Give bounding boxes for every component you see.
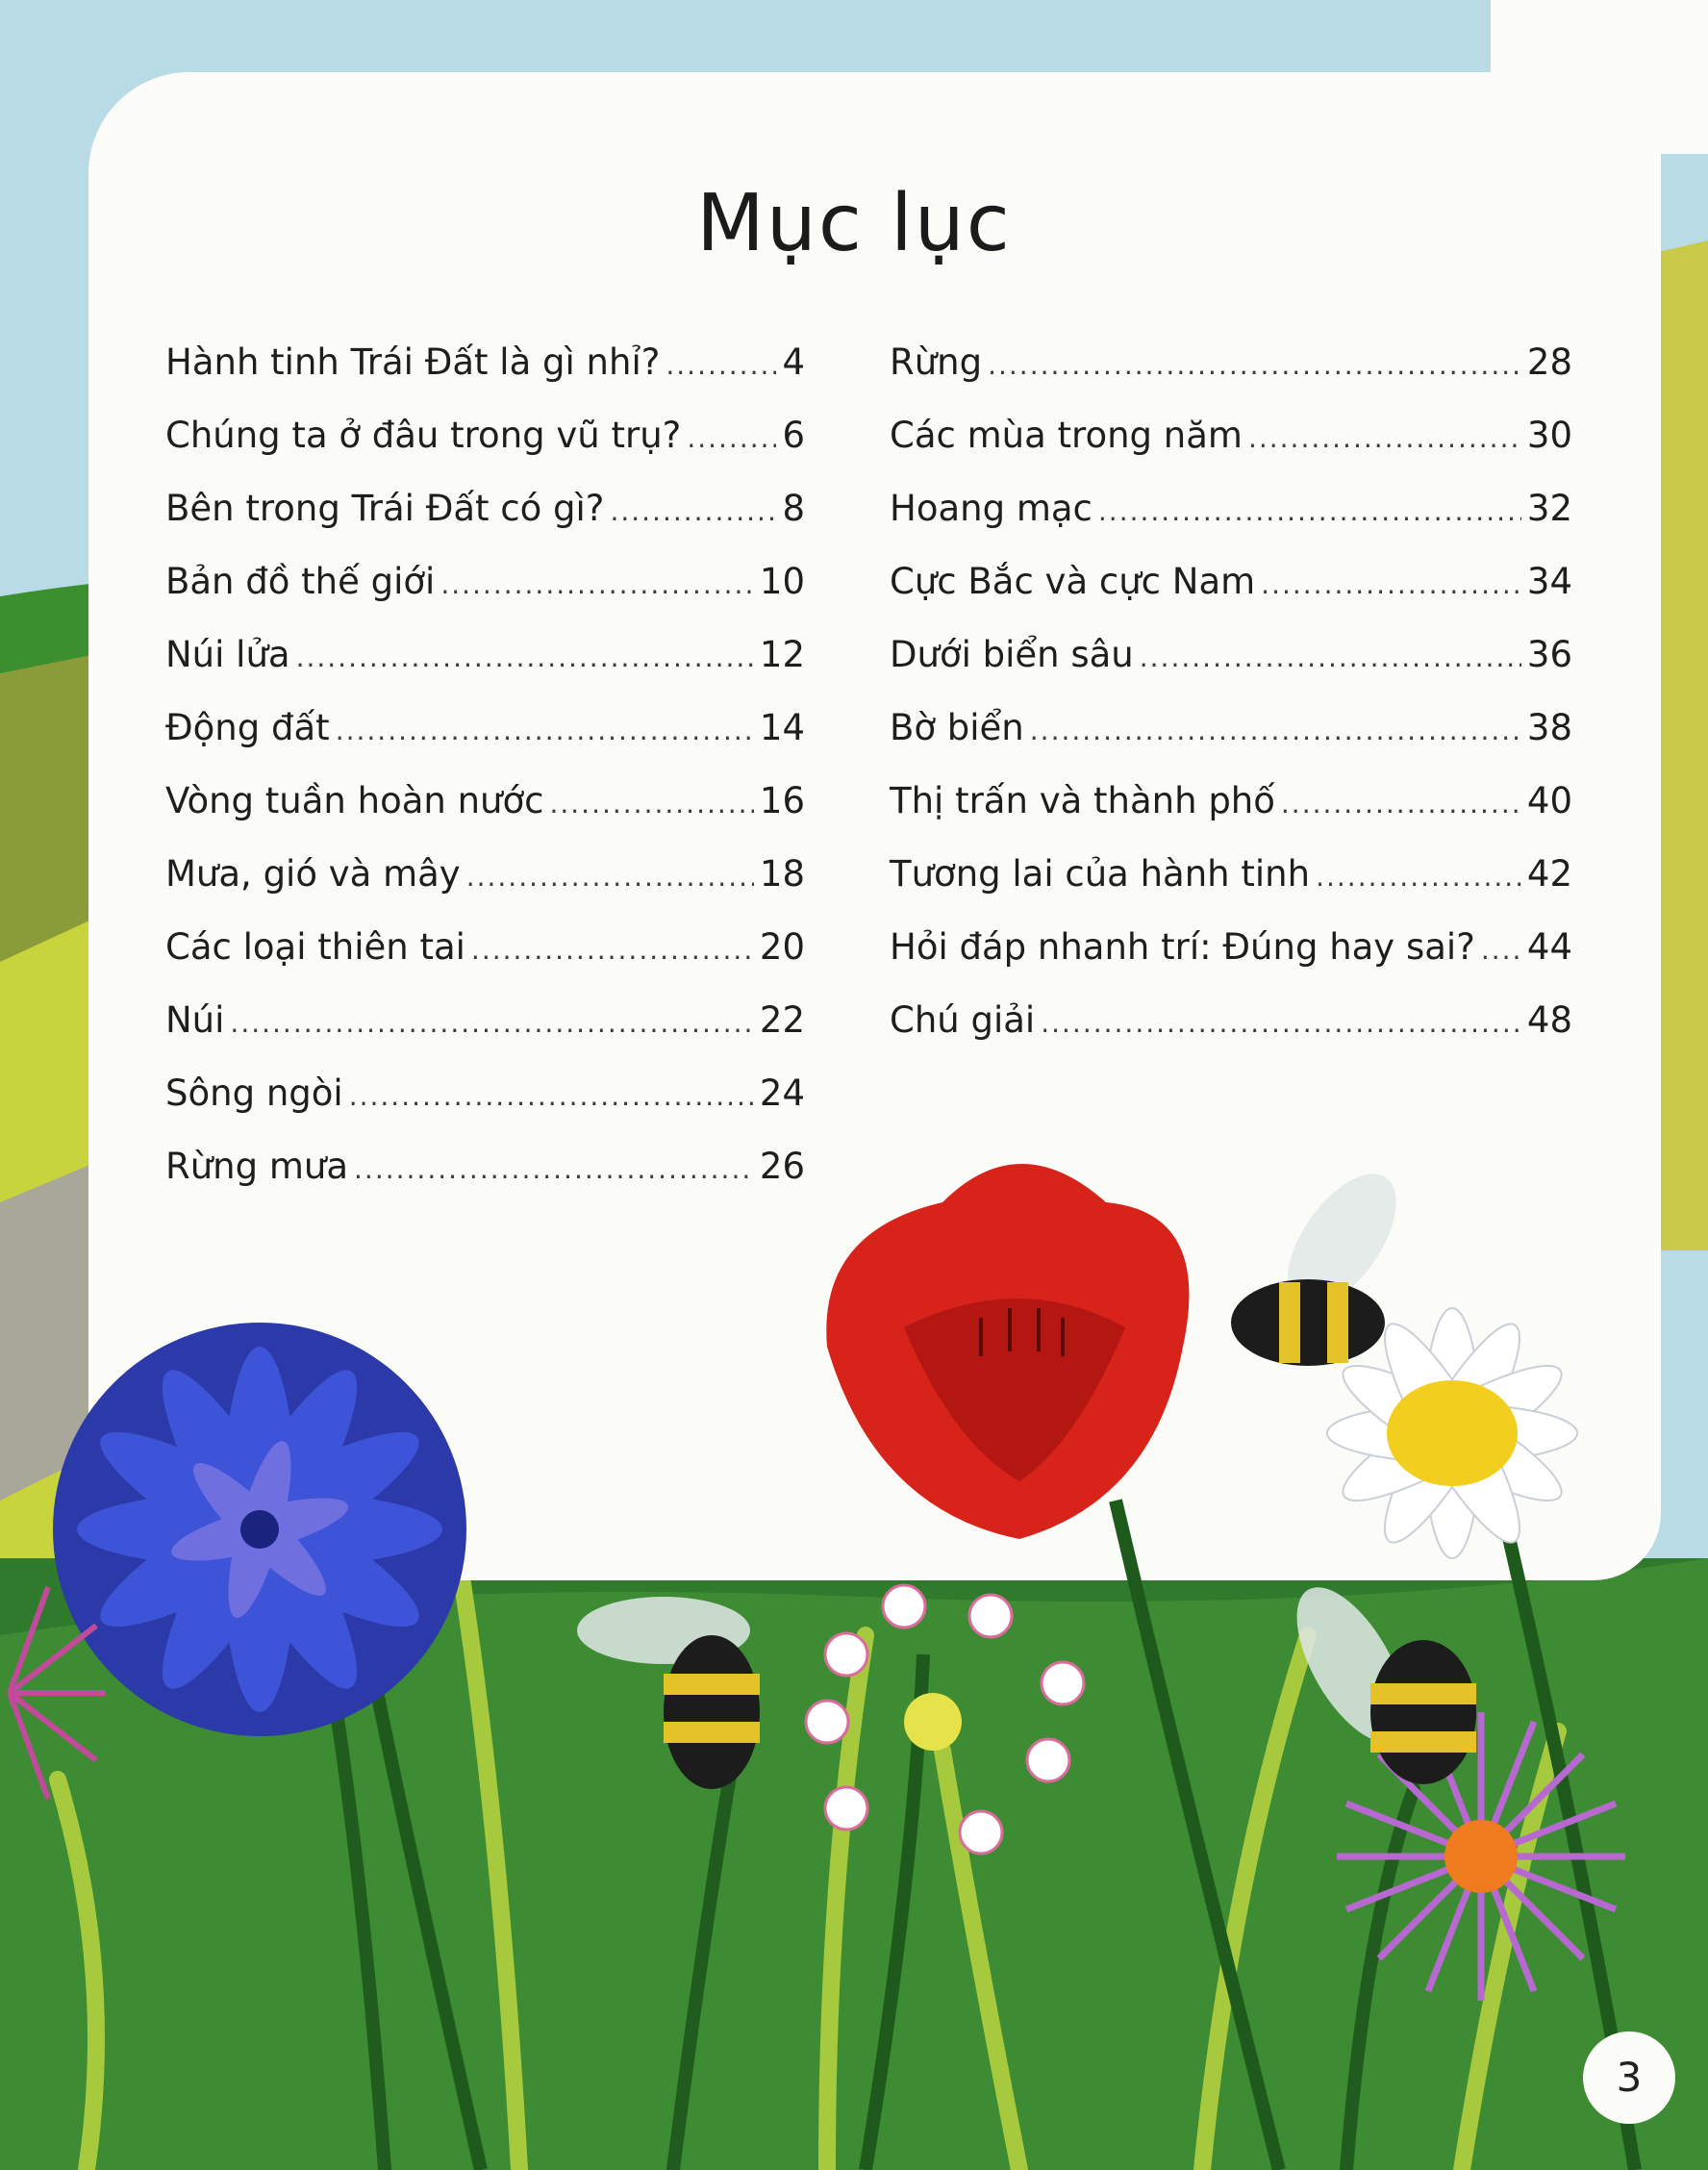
toc-entry [890,634,1572,707]
toc-entry [165,780,805,853]
toc-entry-title: Vòng tuần hoàn nước [165,780,544,821]
toc-entry-title: Dưới biển sâu [890,634,1134,675]
toc-entry-page: 30 [1526,415,1572,456]
toc-column-left [165,341,805,1219]
toc-entry [165,634,805,707]
dot-leader [349,1080,754,1112]
toc-entry-page: 14 [759,707,805,748]
dot-leader [1316,861,1521,893]
toc-entry-title: Thị trấn và thành phố [890,780,1275,821]
toc-entry-title: Rừng [890,341,983,383]
toc-entry [165,707,805,780]
dot-leader [610,495,776,527]
toc-entry-page: 16 [759,780,805,821]
dot-leader [354,1153,754,1185]
dot-leader [1140,642,1521,673]
toc-entry-title: Núi lửa [165,634,290,675]
toc-column-right [890,341,1572,1072]
dot-leader [230,1007,753,1039]
dot-leader [1098,495,1521,527]
dot-leader [1041,1007,1521,1039]
toc-entry [890,488,1572,561]
toc-entry [890,415,1572,488]
toc-entry-title: Chúng ta ở đâu trong vũ trụ? [165,415,682,456]
toc-entry-title: Bản đồ thế giới [165,561,436,602]
toc-entry-page: 10 [759,561,805,602]
dot-leader [1261,568,1521,600]
toc-entry-page: 48 [1526,999,1572,1041]
toc-entry [165,561,805,634]
dot-leader [666,349,776,381]
toc-entry-page: 18 [759,853,805,895]
toc-entry [890,853,1572,926]
toc-entry-title: Mưa, gió và mây [165,853,461,895]
aster-icon [1337,1712,1625,2001]
dot-leader [687,422,776,454]
toc-entry-page: 40 [1526,780,1572,821]
toc-entry-page: 28 [1526,341,1572,383]
toc-entry-title: Cực Bắc và cực Nam [890,561,1256,602]
toc-entry-page: 44 [1526,926,1572,968]
bee-icon [1275,1571,1476,1784]
toc-entry [165,853,805,926]
dot-leader [440,568,754,600]
toc-entry [890,341,1572,415]
toc-entry-page: 20 [759,926,805,968]
cornflower-icon [53,1323,466,1736]
dot-leader [1481,934,1521,966]
toc-entry [890,926,1572,999]
toc-entry-title: Rừng mưa [165,1146,349,1187]
toc-entry [165,488,805,561]
toc-entry-page: 36 [1526,634,1572,675]
page-number: 3 [1583,2031,1675,2124]
toc-entry [165,1146,805,1219]
toc-entry [890,999,1572,1072]
toc-entry [165,1072,805,1146]
poppy-icon [826,1164,1189,1539]
dot-leader [336,715,754,746]
toc-entry-page: 4 [782,341,805,383]
toc-entry-title: Động đất [165,707,330,748]
toc-entry-page: 12 [759,634,805,675]
toc-entry [890,780,1572,853]
dot-leader [1248,422,1521,454]
toc-entry-title: Núi [165,999,225,1041]
dot-leader [471,934,754,966]
page-title: Mục lục [696,178,1012,269]
toc-entry-title: Sông ngòi [165,1072,343,1114]
toc-entry-title: Các mùa trong năm [890,415,1243,456]
toc-entry-title: Hỏi đáp nhanh trí: Đúng hay sai? [890,926,1475,968]
dot-leader [549,788,753,820]
toc-entry [165,341,805,415]
toc-entry-page: 6 [782,415,805,456]
toc-entry [165,999,805,1072]
toc-entry-title: Các loại thiên tai [165,926,465,968]
bee-icon [577,1597,760,1789]
toc-entry-title: Hoang mạc [890,488,1093,529]
toc-entry [165,415,805,488]
dot-leader [466,861,754,893]
toc-entry-title: Bờ biển [890,707,1024,748]
toc-entry [890,707,1572,780]
toc-entry-page: 24 [759,1072,805,1114]
toc-entry-page: 8 [782,488,805,529]
toc-entry-title: Tương lai của hành tinh [890,853,1311,895]
toc-entry [890,561,1572,634]
toc-entry-page: 42 [1526,853,1572,895]
toc-entry-page: 32 [1526,488,1572,529]
dot-leader [296,642,754,673]
toc-entry-page: 34 [1526,561,1572,602]
toc-entry-title: Chú giải [890,999,1036,1041]
toc-entry-page: 22 [759,999,805,1041]
dot-leader [988,349,1521,381]
toc-entry [165,926,805,999]
dot-leader [1281,788,1521,820]
toc-entry-page: 26 [759,1146,805,1187]
dot-leader [1030,715,1521,746]
toc-entry-page: 38 [1526,707,1572,748]
toc-entry-title: Hành tinh Trái Đất là gì nhỉ? [165,341,661,383]
toc-entry-title: Bên trong Trái Đất có gì? [165,488,605,529]
